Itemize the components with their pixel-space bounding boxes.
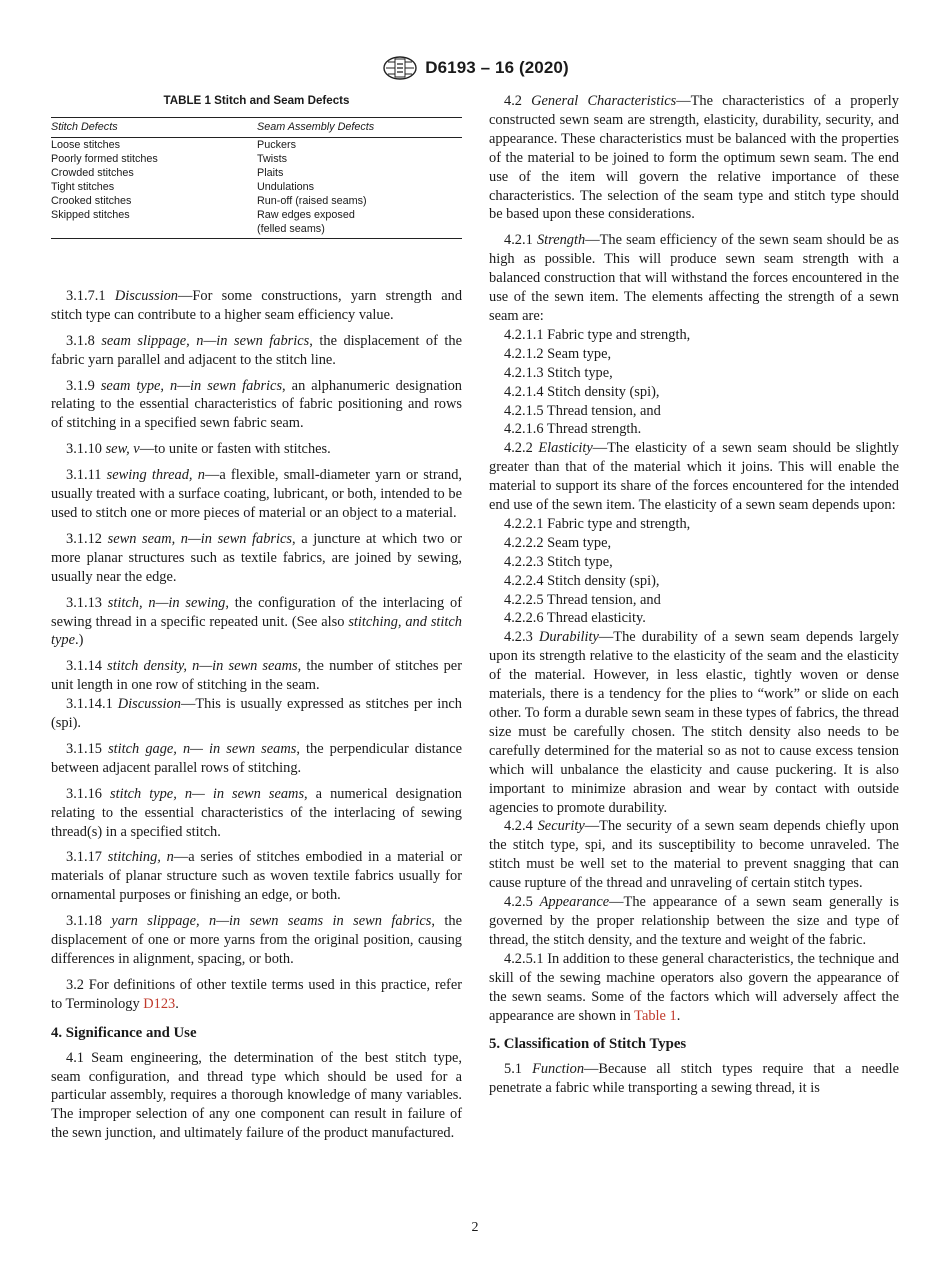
table-row — [51, 180, 462, 194]
definition-stitch-type: 3.1.16 stitch type, n— in sewn seams, a numerical designation relating to the essential characteristics of the interlacing of sewing thread(s) in a specified stitch. — [51, 785, 462, 840]
definition-yarn-slippage: 3.1.18 yarn slippage, n—in sewn seams in sewn fabrics, the displacement of one or more yarns from the original position, causing differences in alignment, spacing, or both. — [51, 913, 462, 967]
paragraph-3-2: 3.2 For definitions of other textile terms used in this practice, refer to Terminology D123. — [51, 976, 462, 1012]
table-cell: Plaits — [257, 166, 284, 179]
list-item: 4.2.2.5 Thread tension, and — [504, 591, 661, 608]
paragraph-4-2-3: 4.2.3 Durability—The durability of a sewn seam depends largely upon its strength relative to the elasticity of the seam and the elasticity of the material. However, in less elastic, tightly woven or dense materials, there is a tendency for the plies to “work” or slide on each other. To form a durable sewn seam in these types of fabrics, the thread size must be carefully chosen. The stitch density also needs to be carefully determined for the material so as not to cause excess tension which will unbalance the elasticity and cause puckering. It is also important to minimize abrasion and wear by contact with outside agencies to promote durability. — [489, 629, 899, 816]
definition-stitch: 3.1.13 stitch, n—in sewing, the configuration of the interlacing of sewing thread in a specific repeated unit. (See also stitching, and stitch type.) — [51, 594, 462, 649]
astm-logo-icon — [381, 56, 419, 80]
paragraph-4-2: 4.2 General Characteristics—The characteristics of a properly constructed sewn seam are strength, elasticity, durability, security, and appearance. These characteristics must be balanced with the properties of the material to be joined to form the optimum sewn seam. The end use of the item will govern the relative importance of these characteristics. The selection of the seam type and stitch type should be based upon these considerations. — [489, 93, 899, 223]
list-item: 4.2.1.3 Stitch type, — [504, 364, 613, 381]
table-row — [51, 166, 462, 180]
definition-stitching: 3.1.17 stitching, n—a series of stitches embodied in a material or materials of planar structure such as woven textile fabrics usually for ornamental purposes or finishing an edge, or both. — [51, 849, 462, 904]
definition-sew: 3.1.10 sew, v—to unite or fasten with stitches. — [66, 441, 331, 458]
paragraph-3-1-7-1: 3.1.7.1 Discussion—For some constructions, yarn strength and stitch type can contribute to a higher seam efficiency value. — [51, 287, 463, 323]
list-item: 4.2.1.1 Fabric type and strength, — [504, 326, 691, 343]
table-cell: Crowded stitches — [51, 166, 134, 179]
document-id: D6193 – 16 (2020) — [425, 58, 569, 77]
definition-sewing-thread: 3.1.11 sewing thread, n—a flexible, small-diameter yarn or strand, usually treated with a surface coating, lubricant, or both, intended to be used to stitch one or more pieces of material or an object to a material. — [51, 467, 462, 521]
paragraph-4-2-4: 4.2.4 Security—The security of a sewn seam depends chiefly upon the stitch type, spi, and its susceptibility to become unraveled. The stitch must be well set to the material to prevent snagging that can cause rupture of the thread and unraveling of certain stitch types. — [489, 818, 899, 892]
table-row — [51, 208, 462, 238]
list-item: 4.2.2.4 Stitch density (spi), — [504, 572, 660, 589]
table-row — [51, 194, 462, 208]
section-heading-5: 5. Classification of Stitch Types — [489, 1036, 687, 1053]
table-title: TABLE 1 Stitch and Seam Defects — [163, 94, 350, 107]
table-cell: Run-off (raised seams) — [257, 194, 367, 207]
paragraph-4-2-1: 4.2.1 Strength—The seam efficiency of the sewn seam should be as high as possible. This will produce sewn seam strength with a balanced construction that will withstand the forces encountered in the use of the sewn item. The elements affecting the strength of a sewn seam are: — [489, 232, 899, 324]
paragraph-5-1: 5.1 Function—Because all stitch types require that a needle penetrate a fabric while transporting a sewing thread, it is — [489, 1061, 899, 1097]
table-cell: Undulations — [257, 180, 315, 193]
paragraph-4-2-2: 4.2.2 Elasticity—The elasticity of a sewn seam should be slightly greater than that of the material which it joins. This will enable the material to support its share of the forces encountered for the intended end use of the sewn item. The elasticity of a sewn seam depends upon: — [489, 440, 899, 514]
list-item: 4.2.1.6 Thread strength. — [504, 421, 642, 438]
table-cell: Poorly formed stitches — [51, 152, 158, 165]
table-cell: Twists — [257, 152, 287, 165]
left-column — [51, 92, 462, 1150]
table-row — [51, 138, 462, 152]
paragraph-4-2-5: 4.2.5 Appearance—The appearance of a sewn seam generally is governed by the proper relationship between the size and type of thread, the stitch density, and the texture and weight of the fabric. — [489, 894, 899, 948]
table-cell: Raw edges exposed (felled seams) — [257, 208, 355, 235]
right-column — [489, 92, 899, 1105]
table-cell: Tight stitches — [51, 180, 115, 193]
list-item: 4.2.1.4 Stitch density (spi), — [504, 383, 660, 400]
table-cell: Loose stitches — [51, 138, 121, 151]
column-header-stitch-defects: Stitch Defects — [51, 120, 118, 133]
page-number: 2 — [471, 1220, 479, 1235]
definition-sewn-seam: 3.1.12 sewn seam, n—in sewn fabrics, a juncture at which two or more planar structures such as textile fabrics, are joined by sewing, usually near the edge. — [51, 530, 462, 585]
column-header-seam-assembly-defects: Seam Assembly Defects — [257, 120, 375, 133]
list-item: 4.2.1.5 Thread tension, and — [504, 402, 661, 419]
d123-link[interactable]: D123 — [143, 995, 176, 1012]
paragraph-4-2-5-1: 4.2.5.1 In addition to these general characteristics, the technique and skill of the sewing machine operators also govern the appearance of the sewn seams. Some of the factors which will adversely affect the appearance are shown in Table 1. — [489, 950, 899, 1024]
table-cell: Puckers — [257, 138, 297, 151]
list-item: 4.2.2.6 Thread elasticity. — [504, 610, 646, 627]
definition-stitch-gage: 3.1.15 stitch gage, n— in sewn seams, the perpendicular distance between adjacent parallel rows of stitching. — [51, 740, 462, 776]
definition-stitch-density: 3.1.14 stitch density, n—in sewn seams, the number of stitches per unit length in one row of stitching in the seam. — [51, 658, 462, 694]
table-bottom-rule — [51, 238, 462, 239]
definition-seam-slippage: 3.1.8 seam slippage, n—in sewn fabrics, the displacement of the fabric yarn parallel and adjacent to the stitch line. — [51, 332, 462, 368]
table-header-row — [51, 118, 462, 137]
paragraph-3-1-14-1: 3.1.14.1 Discussion—This is usually expressed as stitches per inch (spi). — [51, 696, 463, 732]
paragraph-4-1: 4.1 Seam engineering, the determination of the best stitch type, seam configuration, and thread type which should be used for a particular assembly, requires a thorough knowledge of many variables. The improper selection of any one component can result in failure of the sewn junction, and ultimately failure of the product manufactured. — [51, 1049, 462, 1142]
list-item: 4.2.1.2 Seam type, — [504, 345, 612, 362]
elasticity-list — [489, 515, 899, 628]
list-item: 4.2.2.2 Seam type, — [504, 534, 612, 551]
list-item: 4.2.2.1 Fabric type and strength, — [504, 515, 691, 532]
table-cell: Crooked stitches — [51, 194, 132, 207]
table-row — [51, 152, 462, 166]
section-heading-4: 4. Significance and Use — [51, 1024, 197, 1041]
list-item: 4.2.2.3 Stitch type, — [504, 553, 613, 570]
definition-seam-type: 3.1.9 seam type, n—in sewn fabrics, an alphanumeric designation relating to the essential characteristics of fabric positioning and rows of stitching in a specified sewn fabric seam. — [51, 377, 462, 432]
page-header — [0, 56, 950, 85]
defects-table — [51, 118, 462, 238]
table-1-link[interactable]: Table 1 — [634, 1007, 677, 1024]
table-cell: Skipped stitches — [51, 208, 130, 221]
strength-list — [489, 326, 899, 439]
stitch-seam-defects-table — [51, 92, 462, 239]
